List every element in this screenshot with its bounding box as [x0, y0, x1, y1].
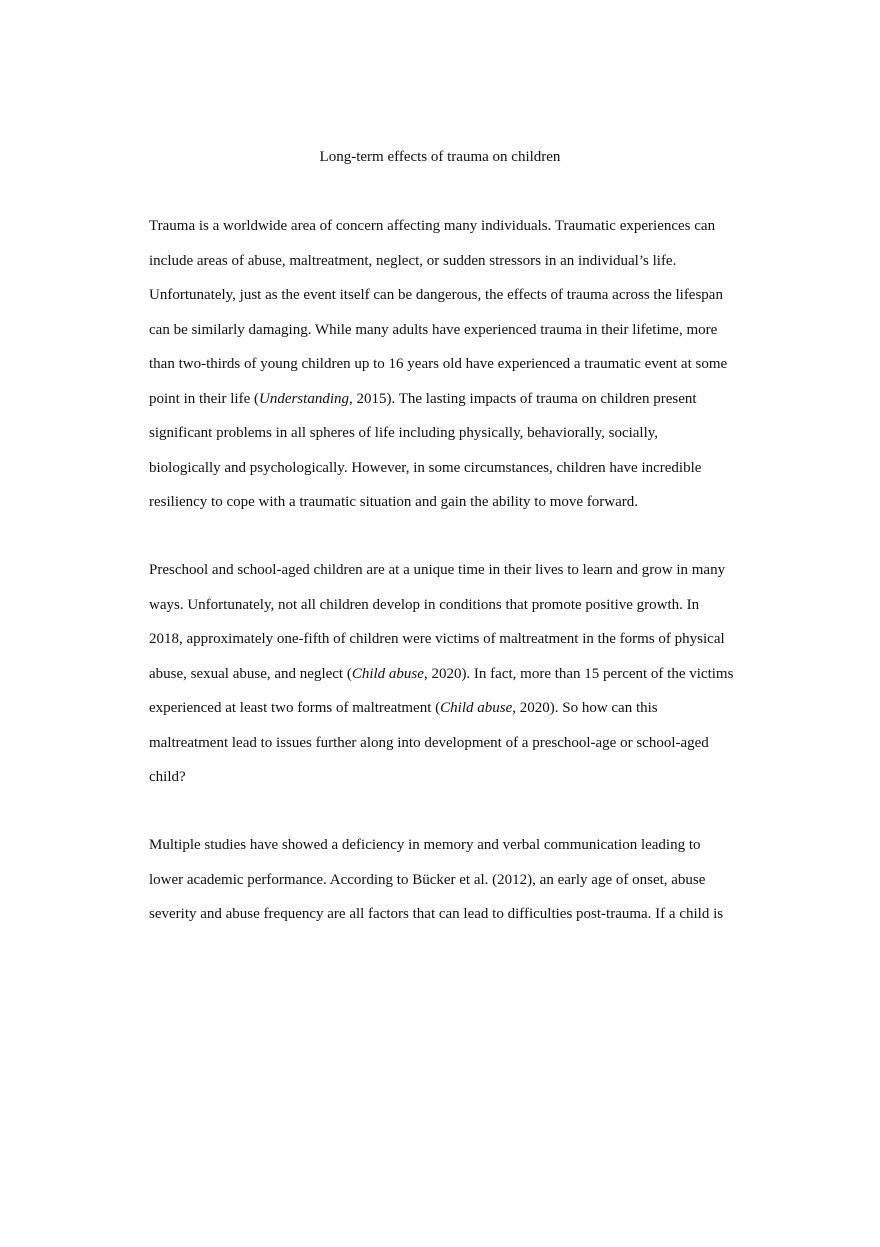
text-run: experienced at least two forms of maltreatment ( — [149, 700, 441, 716]
text-line — [149, 244, 749, 279]
text-run: lower academic performance. According to Bücker et al. (2012), an early age of onset, abuse — [149, 871, 706, 888]
text-line — [149, 863, 749, 898]
text-line — [149, 726, 749, 761]
text-line — [149, 657, 749, 692]
text-run: , 2020). So how can this — [512, 700, 658, 716]
text-line — [149, 209, 749, 244]
text-run: 2018, approximately one-fifth of children were victims of maltreatment in the forms of physical — [149, 631, 725, 647]
text-line — [149, 897, 749, 932]
text-line — [149, 553, 749, 588]
text-line — [149, 828, 749, 863]
text-run: Unfortunately, just as the event itself can be dangerous, the effects of trauma across the lifespan — [149, 287, 723, 303]
text-run: biologically and psychologically. However, in some circumstances, children have incredible — [149, 459, 702, 476]
text-run: can be similarly damaging. While many adults have experienced trauma in their lifetime, more — [149, 321, 718, 338]
text-run: abuse, sexual abuse, and neglect ( — [149, 665, 352, 682]
citation-italic: Child abuse — [351, 665, 424, 682]
text-line — [149, 588, 749, 623]
text-run: severity and abuse frequency are all factors that can lead to difficulties post-trauma. If a child is — [149, 906, 724, 922]
text-line — [149, 691, 749, 726]
text-run: Preschool and school-aged children are at a unique time in their lives to learn and grow in many — [149, 562, 726, 578]
text-run: resiliency to cope with a traumatic situation and gain the ability to move forward. — [149, 494, 639, 510]
text-run: 2015). The lasting impacts of trauma on children present — [352, 390, 697, 407]
text-run: Multiple studies have showed a deficiency in memory and verbal communication leading to — [149, 837, 701, 853]
text-run: child? — [149, 769, 186, 785]
text-line — [149, 622, 749, 657]
text-run: point in their life ( — [149, 390, 259, 407]
text-run: maltreatment lead to issues further along into development of a preschool-age or school-aged — [149, 734, 709, 751]
text-line — [149, 416, 749, 451]
paragraph-2 — [149, 553, 749, 795]
text-run: , 2020). In fact, more than 15 percent of the victims — [423, 665, 734, 682]
text-line — [149, 278, 749, 313]
text-line — [149, 485, 749, 520]
text-run: include areas of abuse, maltreatment, neglect, or sudden stressors in an individual’s life. — [149, 252, 677, 269]
text-run: significant problems in all spheres of life including physically, behaviorally, socially, — [149, 425, 659, 441]
text-line — [149, 347, 749, 382]
citation-italic: Understanding, — [258, 390, 353, 407]
paragraph-3 — [149, 828, 749, 932]
paragraph-1 — [149, 209, 749, 520]
text-line — [149, 451, 749, 486]
text-line — [149, 313, 749, 348]
text-run: than two-thirds of young children up to 16 years old have experienced a traumatic event at some — [149, 356, 728, 372]
text-line — [149, 382, 749, 417]
document-title: Long-term effects of trauma on children — [319, 149, 561, 165]
citation-italic: Child abuse — [440, 700, 513, 716]
text-run: Trauma is a worldwide area of concern affecting many individuals. Traumatic experiences can — [149, 218, 716, 234]
text-run: ways. Unfortunately, not all children develop in conditions that promote positive growth. In — [149, 596, 700, 613]
text-line — [149, 760, 749, 795]
